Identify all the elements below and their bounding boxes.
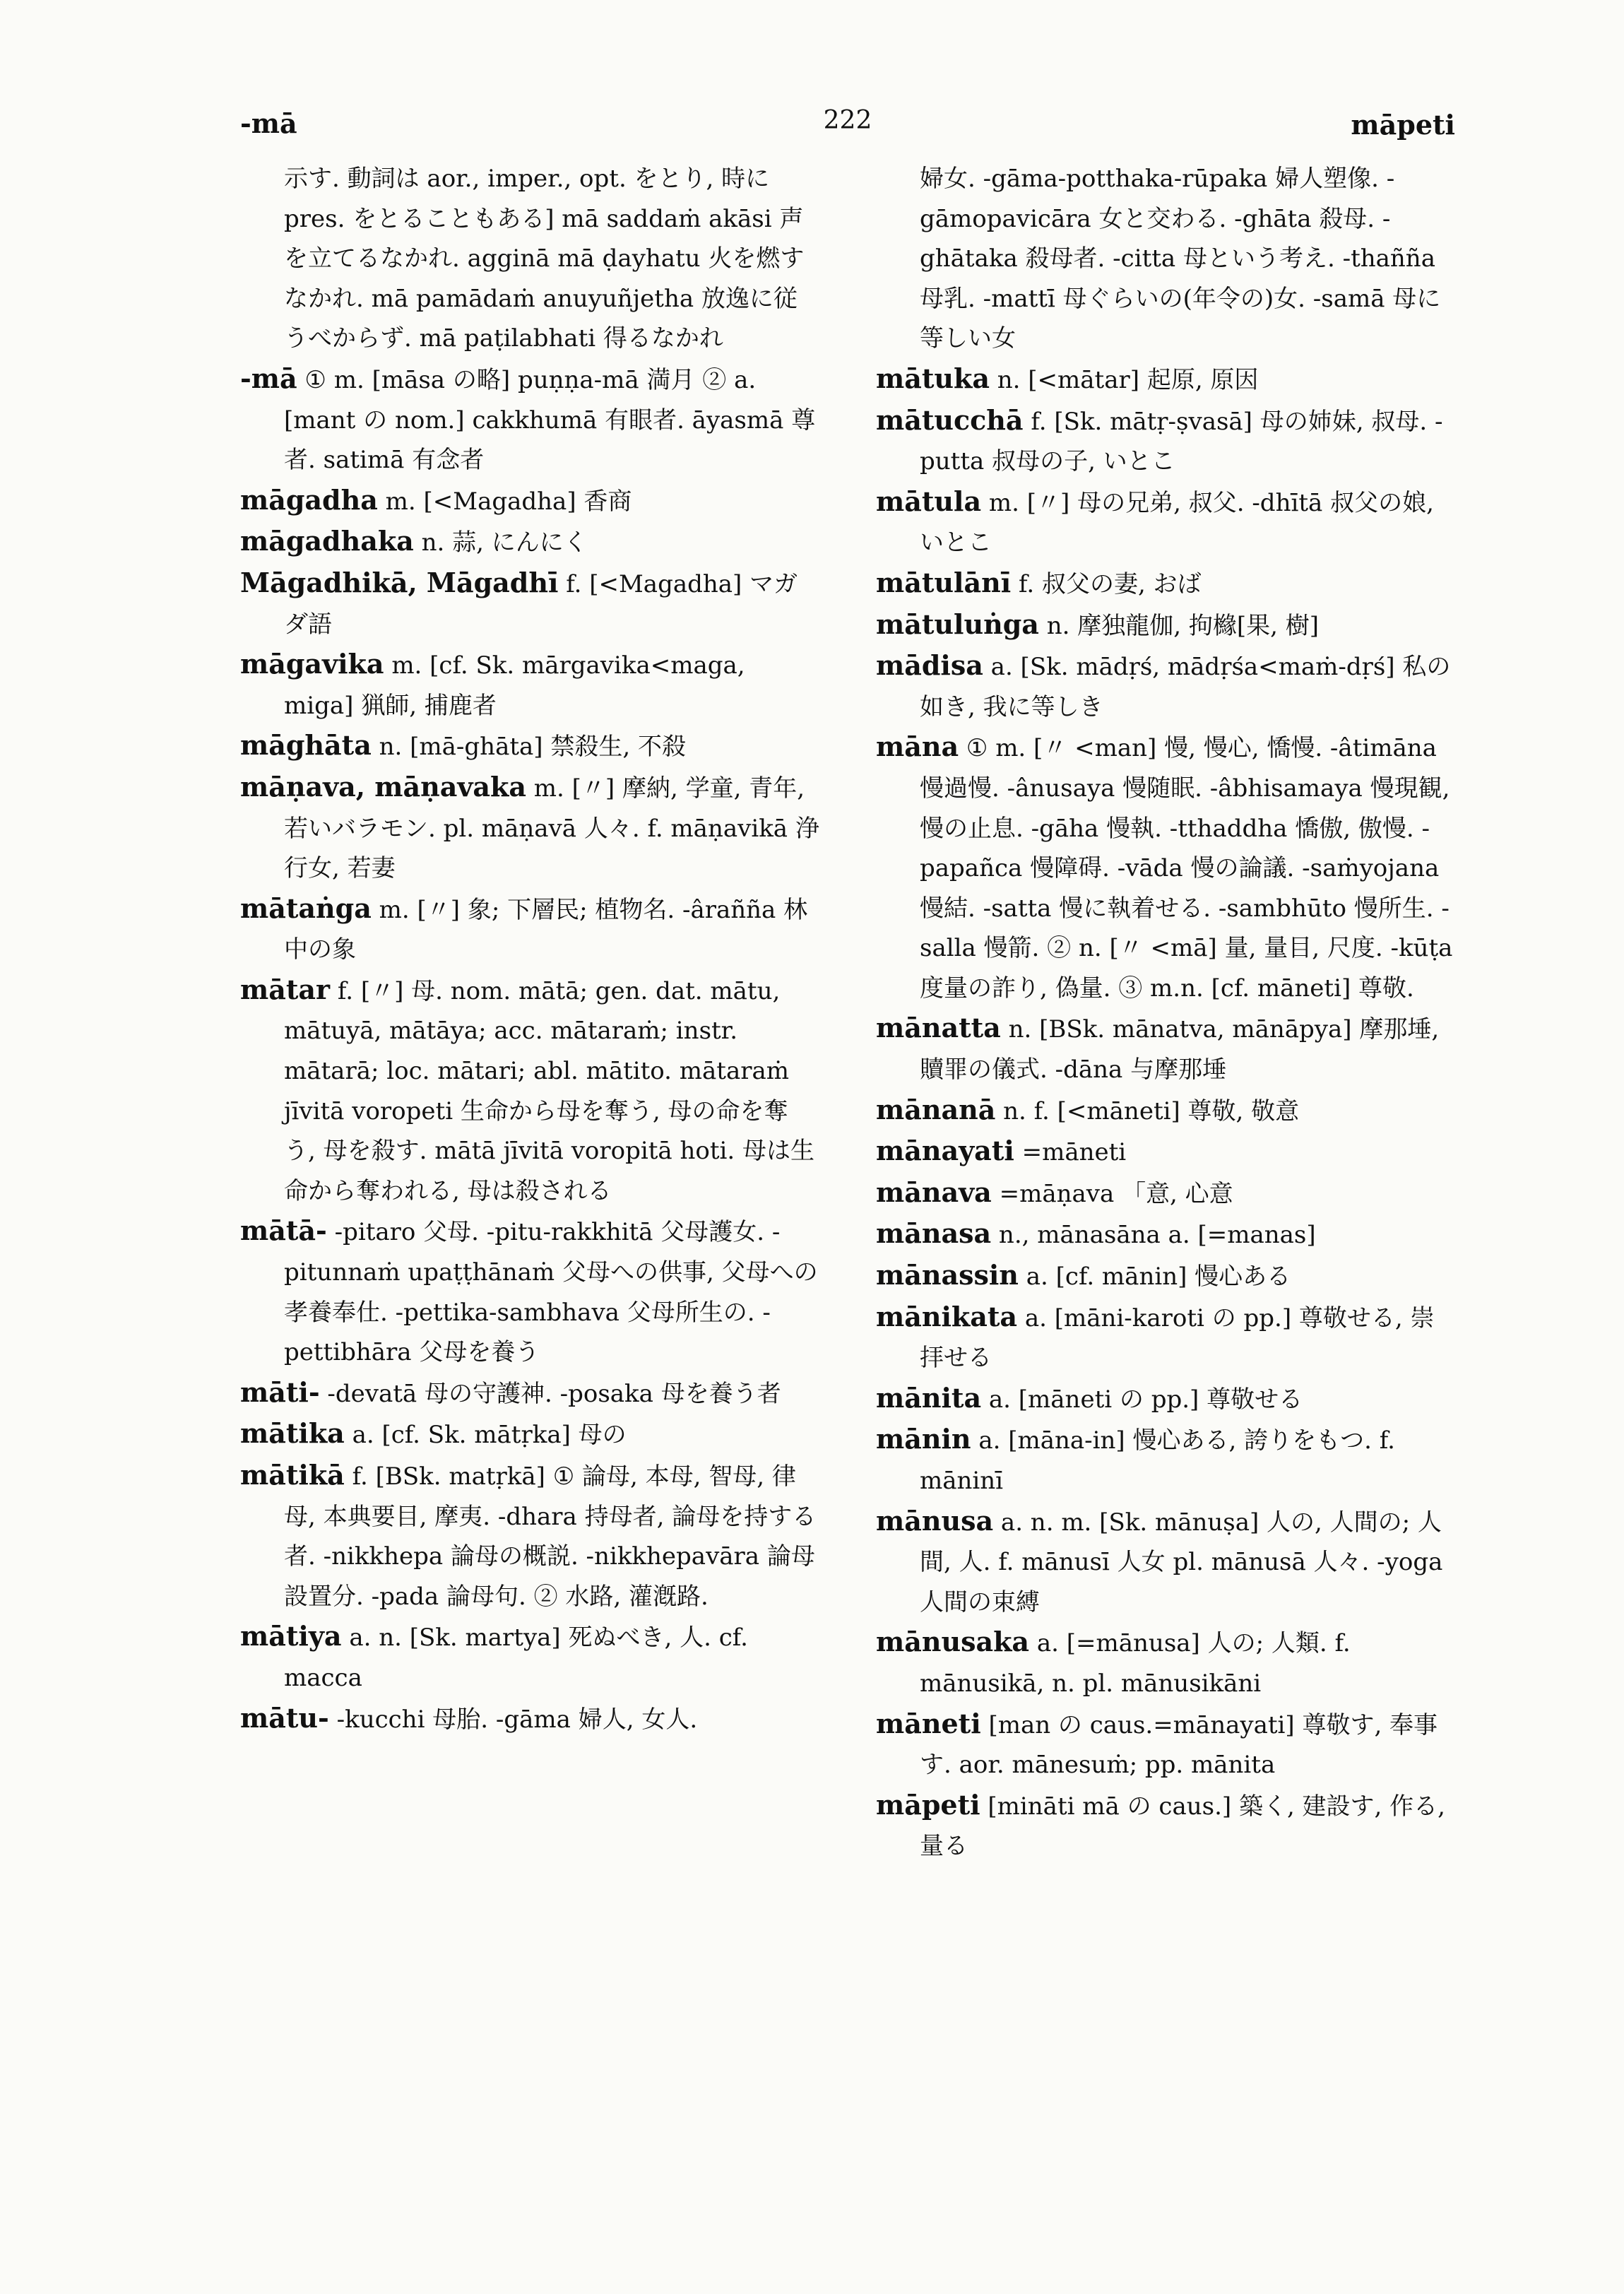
entry-headword: mānayati — [876, 1135, 1014, 1167]
entry-headword: mānanā — [876, 1093, 996, 1125]
entry-headword: māgavika — [240, 648, 384, 680]
entry-headword: mānasa — [876, 1217, 992, 1250]
entry-headword: mānassin — [876, 1259, 1019, 1291]
entry-headword: mātuka — [876, 362, 990, 394]
entry-definition: =māneti — [1021, 1138, 1127, 1167]
dictionary-entry — [240, 767, 819, 889]
dictionary-entry — [240, 726, 819, 767]
dictionary-entry — [876, 1214, 1455, 1255]
entry-headword: Māgadhikā, Māgadhī — [240, 566, 559, 598]
entry-headword: māneti — [876, 1707, 981, 1739]
dictionary-entry — [240, 644, 819, 726]
right-column — [876, 159, 1455, 2194]
entry-definition: f. [Sk. mātṛ-ṣvasā] 母の姉妹, 叔母. -putta 叔母の子, いとこ — [920, 407, 1443, 476]
entry-definition: a. [cf. Sk. mātṛka] 母の — [352, 1421, 627, 1450]
entry-headword: mānusa — [876, 1504, 994, 1537]
entry-definition: n. [BSk. mānatva, mānāpya] 摩那埵, 贖罪の儀式. -dāna 与摩那埵 — [920, 1015, 1440, 1084]
entry-definition: n. f. [<māneti] 尊敬, 敬意 — [1003, 1096, 1300, 1125]
dictionary-entry — [240, 521, 819, 563]
dictionary-entry — [876, 1622, 1455, 1703]
dictionary-entry — [876, 159, 1455, 359]
entry-definition: m. [〃] 象; 下層民; 植物名. -âraññа 林中の象 — [284, 895, 808, 964]
entry-headword: mātiya — [240, 1620, 342, 1652]
entry-definition: a. [māneti の pp.] 尊敬せる — [988, 1385, 1303, 1414]
dictionary-entry — [876, 563, 1455, 605]
entry-definition: -pitaro 父母. -pitu-rakkhitā 父母護女. -pitunnaṁ upaṭṭhānaṁ 父母への供事, 父母への孝養奉仕. -pettika-sambhava 父母所生の. -pettibhāra 父母を養う — [284, 1218, 818, 1367]
entry-definition: f. [〃] 母. nom. mātā; gen. dat. mātu, mātuyā, mātāya; acc. mātaraṁ; instr. mātarā; loc. mātari; abl. mātito. mātaraṁ jīvitā voropeti 生命から母を奪う, 母の命を奪う, 母を殺す. mātā jīvitā voropitā hoti. 母は生命から奪われる, 母は殺される — [284, 976, 815, 1205]
entry-definition: f. [<Magadha] マガダ語 — [284, 569, 798, 639]
entry-definition: f. [BSk. matṛkā] ① 論母, 本母, 智母, 律母, 本典要目, 摩夷. -dhara 持母者, 論母を持する者. -nikkhepa 論母の概説. -nikkhepavāra 論母設置分. -pada 論母句. ② 水路, 灌漑路. — [284, 1462, 817, 1611]
dictionary-entry — [240, 480, 819, 522]
entry-definition: n. 蒜, にんにく — [421, 528, 588, 557]
dictionary-entry — [876, 401, 1455, 482]
dictionary-entry — [240, 1698, 819, 1740]
entry-definition: m. [cf. Sk. mārgavika<maga, miga] 猟師, 捕鹿者 — [284, 651, 745, 720]
entry-definition: ① m. [〃 <man] 慢, 慢心, 憍慢. -âtimāna 慢過慢. -ânusaya 慢随眠. -âbhisamaya 慢現観, 慢の止息. -gāha 慢執. -tthaddha 憍傲, 傲慢. -papañca 慢障碍. -vāda 慢の論議. -saṁyojana 慢結. -satta 慢に執着せる. -sambhūto 慢所生. -salla 慢箭. ② n. [〃 <mā] 量, 量目, 尺度. -kūṭa 度量の詐り, 偽量. ③ m.n. [cf. māneti] 尊敬. — [920, 734, 1453, 1003]
entry-definition: n. 摩独龍伽, 拘櫞[果, 樹] — [1046, 611, 1319, 640]
entry-headword: mānava — [876, 1176, 992, 1208]
dictionary-entry — [240, 1616, 819, 1698]
entry-definition: a. [=mānusa] 人の; 人類. f. mānusikā, n. pl. mānusikāni — [920, 1629, 1351, 1698]
entry-definition: n., mānasāna a. [=manas] — [998, 1221, 1316, 1250]
running-head-left: -mā — [240, 107, 297, 139]
dictionary-entry — [876, 1131, 1455, 1173]
dictionary-entry — [240, 159, 819, 359]
entry-definition: ① m. [māsa の略] puṇṇa-mā 満月 ② a. [mant の nom.] cakkhumā 有眼者. āyasmā 尊者. satimā 有念者 — [284, 365, 816, 475]
entry-headword: mātar — [240, 973, 331, 1005]
entry-headword: mātā- — [240, 1214, 327, 1247]
dictionary-entry — [240, 563, 819, 644]
entry-headword: mānikata — [876, 1300, 1018, 1332]
entry-definition: -devatā 母の守護神. -posaka 母を養う者 — [327, 1379, 781, 1408]
entry-definition: 婦女. -gāma-potthaka-rūpaka 婦人塑像. -gāmopavicāra 女と交わる. -ghāta 殺母. -ghātaka 殺母者. -citta 母という考え. -thañña 母乳. -mattī 母ぐらいの(年令の)女. -samā 母に等しい女 — [920, 165, 1441, 353]
dictionary-entry — [240, 1211, 819, 1372]
entry-definition: n. [mā-ghāta] 禁殺生, 不殺 — [379, 733, 686, 762]
entry-headword: mānusaka — [876, 1626, 1030, 1658]
dictionary-entry — [876, 1255, 1455, 1297]
entry-headword: māgadha — [240, 483, 378, 516]
entry-definition: [mināti mā の caus.] 築く, 建設す, 作る, 量る — [920, 1792, 1445, 1861]
dictionary-entry — [876, 1378, 1455, 1420]
entry-headword: mātu- — [240, 1701, 329, 1734]
dictionary-entry — [240, 1373, 819, 1414]
entry-definition: =māṇava 「意, 心意 — [999, 1179, 1233, 1208]
entry-headword: mānin — [876, 1423, 971, 1455]
dictionary-entry — [240, 359, 819, 480]
entry-headword: mātucchā — [876, 403, 1024, 436]
dictionary-entry — [876, 605, 1455, 646]
dictionary-entry — [876, 482, 1455, 563]
entry-headword: māpeti — [876, 1788, 980, 1821]
entry-definition: [man の caus.=mānayati] 尊敬す, 奉事す. aor. mānesuṁ; pp. mānita — [920, 1710, 1438, 1780]
page-number: 222 — [823, 106, 872, 135]
entry-headword: mānita — [876, 1381, 982, 1414]
entry-definition: a. [māni-karoti の pp.] 尊敬せる, 崇拝せる — [920, 1303, 1435, 1373]
entry-headword: māṇava, māṇavaka — [240, 770, 526, 803]
left-column — [240, 159, 819, 2194]
dictionary-entry — [876, 1008, 1455, 1089]
dictionary-entry — [240, 1455, 819, 1616]
entry-headword: mānatta — [876, 1012, 1001, 1044]
dictionary-entry — [876, 359, 1455, 401]
entry-definition: 示す. 動詞は aor., imper., opt. をとり, 時に pres. をとることもある] mā saddaṁ akāsi 声を立てるなかれ. agginā mā ḍayhatu 火を燃すなかれ. mā pamādaṁ anuyuñjetha 放逸に従うべからず. mā paṭilabhati 得るなかれ — [284, 165, 805, 353]
dictionary-entry — [876, 1297, 1455, 1378]
entry-definition: a. n. m. [Sk. mānuṣa] 人の, 人間の; 人間, 人. f. mānusī 人女 pl. mānusā 人々. -yoga 人間の束縛 — [920, 1508, 1443, 1616]
entry-definition: m. [〃] 摩納, 学童, 青年, 若いバラモン. pl. māṇavā 人々. f. māṇavikā 浄行女, 若妻 — [284, 774, 819, 883]
entry-headword: mātuluṅga — [876, 608, 1039, 640]
dictionary-entry — [876, 1785, 1455, 1867]
entry-headword: mātulānī — [876, 566, 1012, 598]
entry-headword: māti- — [240, 1376, 320, 1408]
entry-definition: -kucchi 母胎. -gāma 婦人, 女人. — [336, 1705, 698, 1734]
dictionary-entry — [876, 1501, 1455, 1623]
dictionary-entry — [240, 970, 819, 1212]
dictionary-entry — [876, 1173, 1455, 1214]
entry-definition: a. [cf. mānin] 慢心ある — [1026, 1263, 1291, 1291]
entry-headword: mādisa — [876, 649, 983, 682]
running-head-right: māpeti — [1351, 109, 1455, 141]
entry-definition: a. n. [Sk. martya] 死ぬべき, 人. cf. macca — [284, 1624, 748, 1692]
entry-headword: māghāta — [240, 729, 372, 762]
entry-headword: mātula — [876, 485, 982, 517]
entry-headword: mātaṅga — [240, 892, 372, 924]
entry-definition: f. 叔父の妻, おば — [1018, 569, 1202, 598]
dictionary-entry — [876, 1419, 1455, 1501]
entry-definition: a. [Sk. mādṛś, mādṛśa<maṁ-dṛś] 私の如き, 我に等しき — [920, 653, 1451, 721]
dictionary-entry — [240, 889, 819, 970]
dictionary-entry — [876, 1704, 1455, 1785]
entry-definition: a. [māna-in] 慢心ある, 誇りをもつ. f. māninī — [920, 1426, 1395, 1495]
entry-headword: -mā — [240, 362, 297, 394]
entry-headword: māgadhaka — [240, 525, 414, 557]
dictionary-entry — [240, 1414, 819, 1455]
dictionary-entry — [876, 646, 1455, 727]
page-header — [240, 99, 1455, 141]
entry-definition: m. [<Magadha] 香商 — [385, 487, 632, 516]
entry-definition: n. [<mātar] 起原, 原因 — [997, 365, 1259, 394]
entry-headword: mātikā — [240, 1459, 345, 1491]
dictionary-entry — [876, 727, 1455, 1008]
dictionary-entry — [876, 1090, 1455, 1132]
entry-definition: m. [〃] 母の兄弟, 叔父. -dhītā 叔父の娘, いとこ — [920, 488, 1434, 557]
entry-headword: mātika — [240, 1417, 345, 1450]
entry-headword: māna — [876, 731, 959, 763]
